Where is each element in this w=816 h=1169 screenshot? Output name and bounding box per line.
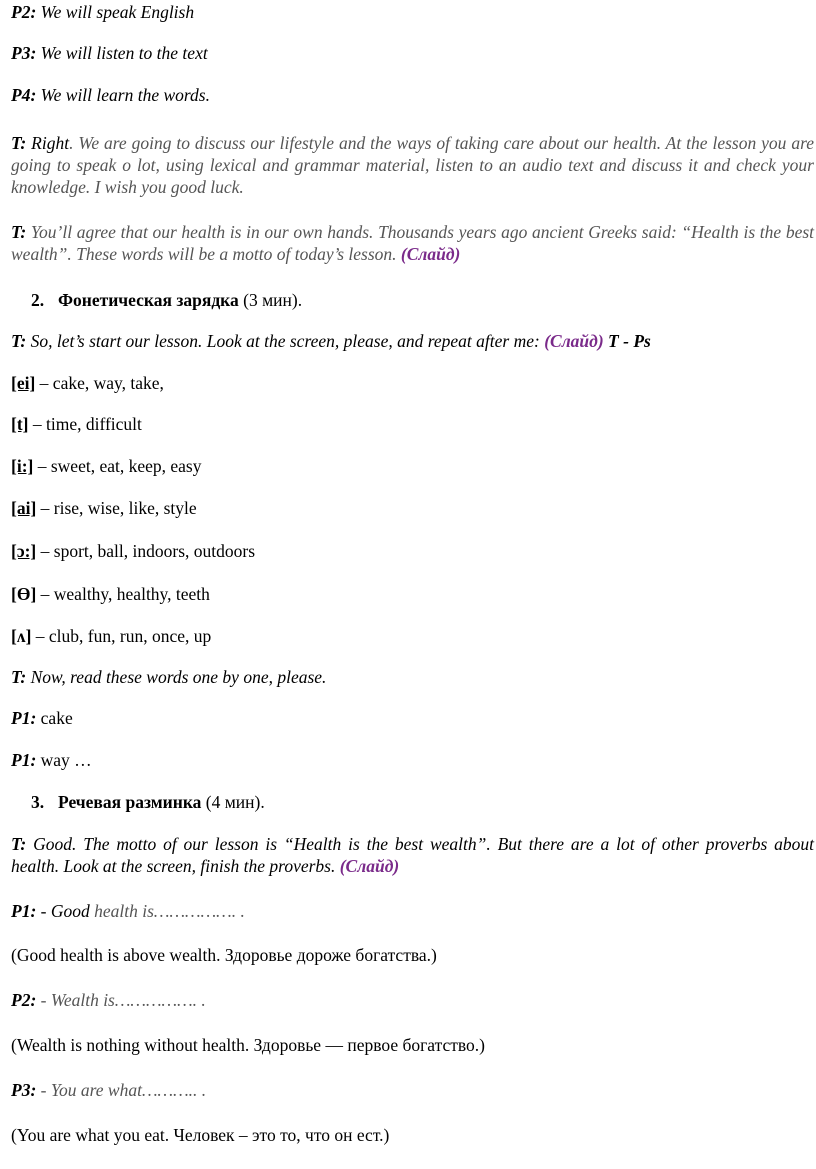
speaker-label: T: — [11, 222, 27, 242]
speaker-label: P3: — [11, 43, 37, 63]
teacher-good-paragraph — [11, 833, 814, 877]
prompt-rest: health is……………. . — [94, 901, 245, 921]
speaker-label: T: — [11, 667, 27, 687]
proverb-prompt — [11, 1079, 814, 1101]
teacher-right-paragraph — [11, 132, 814, 198]
dash: – — [36, 584, 54, 604]
dash: – — [36, 541, 54, 561]
section-title: Речевая разминка — [58, 792, 202, 812]
pupil-line — [11, 707, 814, 729]
phonetic-words: sweet, eat, keep, easy — [50, 456, 202, 476]
phonetic-words: time, difficult — [45, 414, 142, 434]
dash: – — [33, 456, 51, 476]
teacher-start-line — [11, 330, 814, 352]
slide-marker: (Слайд) — [400, 244, 461, 264]
prompt-start: - Good — [40, 901, 95, 921]
phonetic-symbol: [ai] — [11, 498, 37, 518]
dash: – — [36, 498, 54, 518]
pupil-line — [11, 749, 814, 771]
paragraph-text: . We are going to discuss our lifestyle and the ways of taking care about our health. At the lesson you are going to speak o lot, using lexical and grammar material, listen to an audio text and discuss it and check your knowledge. I wish you good luck. — [11, 133, 814, 197]
speaker-label: P1: — [11, 708, 37, 728]
slide-marker: (Слайд) — [544, 331, 604, 351]
section-duration: (4 мин). — [205, 792, 265, 812]
phonetic-words: cake, way, take, — [52, 373, 164, 393]
section-duration: (3 мин). — [243, 290, 303, 310]
right-word: Right — [31, 133, 70, 153]
phonetic-row — [11, 625, 814, 647]
phonetic-words: sport, ball, indoors, outdoors — [53, 541, 256, 561]
teacher-read-line — [11, 666, 814, 688]
line-text: Now, read these words one by one, please. — [30, 667, 327, 687]
line-text: cake — [40, 708, 73, 728]
speaker-label: T: — [11, 834, 27, 854]
section-3-heading — [31, 791, 814, 813]
proverb-prompt — [11, 989, 814, 1011]
answer-text: (Wealth is nothing without health. Здоровье — первое богатство.) — [11, 1035, 485, 1055]
phonetic-words: club, fun, run, once, up — [48, 626, 212, 646]
paragraph-text: Good. The motto of our lesson is “Health is the best wealth”. But there are a lot of other proverbs about health. Look at the screen, finish the proverbs. — [11, 834, 815, 876]
phonetic-row — [11, 413, 814, 435]
dash: – — [28, 414, 46, 434]
dash: – — [35, 373, 53, 393]
phonetic-symbol: [t] — [11, 414, 29, 434]
proverb-answer — [11, 1034, 814, 1056]
speaker-label: P4: — [11, 85, 37, 105]
prompt-start: - You are what……….. . — [40, 1080, 207, 1100]
proverb-answer — [11, 1124, 814, 1146]
section-title: Фонетическая зарядка — [58, 290, 239, 310]
speaker-label: P1: — [11, 901, 37, 921]
line-text: So, let’s start our lesson. Look at the screen, please, and repeat after me: — [30, 331, 540, 351]
phonetic-row — [11, 583, 814, 605]
proverb-answer — [11, 944, 814, 966]
section-number: 3. — [31, 792, 45, 812]
speaker-label: T: — [11, 133, 27, 153]
prompt-start: - Wealth is……………. . — [40, 990, 206, 1010]
teacher-motto-paragraph — [11, 221, 814, 265]
intro-text: We will speak English — [40, 2, 195, 22]
intro-text: We will listen to the text — [40, 43, 208, 63]
paragraph-text: You’ll agree that our health is in our own hands. Thousands years ago ancient Greeks said: “Health is the best wealth”. These words will be a motto of today’s lesson. — [11, 222, 815, 264]
intro-line-p3 — [11, 42, 814, 64]
intro-line-p4 — [11, 84, 814, 106]
section-number: 2. — [31, 290, 45, 310]
phonetic-words: rise, wise, like, style — [53, 498, 197, 518]
speaker-label: P2: — [11, 990, 37, 1010]
speaker-label: P1: — [11, 750, 37, 770]
slide-marker: (Слайд) — [339, 856, 400, 876]
phonetic-row — [11, 540, 814, 562]
phonetic-row — [11, 497, 814, 519]
section-2-heading — [31, 289, 814, 311]
speaker-label: P3: — [11, 1080, 37, 1100]
dash: – — [31, 626, 49, 646]
phonetic-words: wealthy, healthy, teeth — [53, 584, 210, 604]
phonetic-symbol: [Ɵ] — [11, 584, 37, 604]
phonetic-row — [11, 455, 814, 477]
answer-text: (You are what you eat. Человек – это то, что он ест.) — [11, 1125, 390, 1145]
intro-line-p2 — [11, 1, 814, 23]
intro-text: We will learn the words. — [40, 85, 210, 105]
line-tail: T - Ps — [608, 331, 651, 351]
phonetic-symbol: [ʌ] — [11, 626, 32, 646]
phonetic-row — [11, 372, 814, 394]
phonetic-symbol: [i:] — [11, 456, 34, 476]
phonetic-symbol: [ei] — [11, 373, 36, 393]
speaker-label: T: — [11, 331, 27, 351]
line-text: way … — [40, 750, 92, 770]
phonetic-symbol: [ɔ:] — [11, 541, 37, 561]
answer-text: (Good health is above wealth. Здоровье дороже богатства.) — [11, 945, 437, 965]
proverb-prompt — [11, 900, 814, 922]
speaker-label: P2: — [11, 2, 37, 22]
